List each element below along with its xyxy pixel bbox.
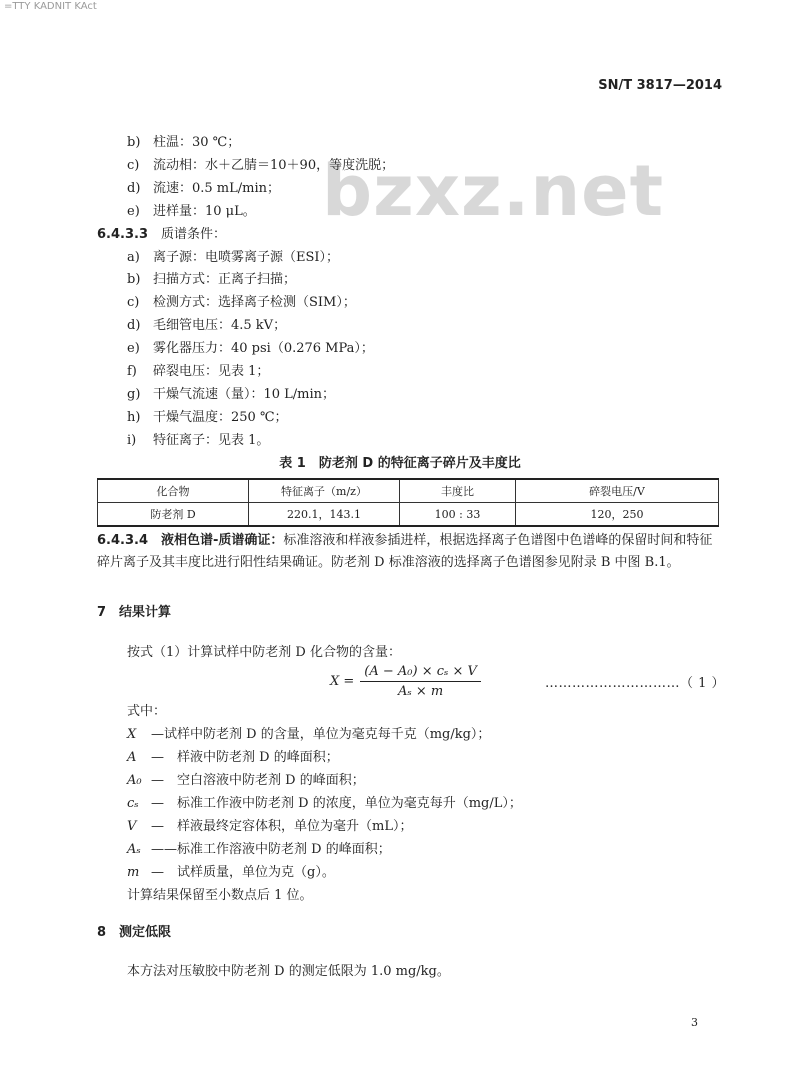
confirm-paragraph (97, 530, 719, 574)
variable-m: m — 试样质量，单位为克（g）。 (127, 865, 335, 880)
page-number: 3 (691, 1016, 698, 1029)
confirm-title: 液相色谱-质谱确证： (161, 533, 284, 548)
section-7-heading: 7 结果计算 (97, 605, 172, 620)
table-header-cell: 化合物 (98, 479, 249, 503)
variable-cs: cₛ — 标准工作液中防老剂 D 的浓度，单位为毫克每升（mg/L）； (127, 796, 522, 811)
section-8-text: 本方法对压敏胶中防老剂 D 的测定低限为 1.0 mg/kg。 (127, 964, 450, 979)
ms-item-a: a) 离子源：电喷雾离子源（ESI）； (127, 250, 340, 265)
confirm-number: 6.4.3.4 (97, 533, 148, 548)
formula-denominator: Aₛ × m (397, 684, 444, 699)
table-cell: 120，250 (516, 503, 719, 527)
table-cell: 100 : 33 (400, 503, 516, 527)
ms-item-c: c) 检测方式：选择离子检测（SIM）； (127, 295, 356, 310)
table-header-cell: 特征离子（m/z） (249, 479, 400, 503)
table-cell: 防老剂 D (98, 503, 249, 527)
lc-item-b: b) 柱温：30 ℃； (127, 135, 241, 150)
lc-item-d: d) 流速：0.5 mL/min； (127, 181, 281, 196)
table-header-row (98, 479, 719, 503)
table-cell: 220.1，143.1 (249, 503, 400, 527)
variable-a0: A₀ — 空白溶液中防老剂 D 的峰面积； (127, 773, 365, 788)
variable-a: A — 样液中防老剂 D 的峰面积； (127, 750, 339, 765)
precision-note: 计算结果保留至小数点后 1 位。 (127, 888, 313, 903)
corner-text: =TTY KADNIT KAct (4, 1, 97, 12)
confirm-text: 标准溶液和样液参插进样，根据选择离子色谱图中色谱峰的保留时间和特征碎片离子及其丰度比进行阳性结果确证。防老剂 D 标准溶液的选择离子色谱图参见附录 B 中图 B.1。 (97, 533, 713, 570)
table-header-cell: 丰度比 (400, 479, 516, 503)
ms-item-g: g) 干燥气流速（量）：10 L/min； (127, 387, 336, 402)
ms-item-f: f) 碎裂电压：见表 1； (127, 364, 270, 379)
variable-as: Aₛ ——标准工作溶液中防老剂 D 的峰面积； (127, 842, 391, 857)
ms-item-b: b) 扫描方式：正离子扫描； (127, 272, 297, 287)
section-8-heading: 8 测定低限 (97, 925, 172, 940)
formula (330, 664, 481, 699)
ms-section-heading: 6.4.3.3 质谱条件： (97, 227, 227, 242)
equation-number: …………………………（ 1 ） (545, 676, 726, 691)
where-label: 式中： (127, 704, 167, 719)
lc-item-c: c) 流动相：水＋乙腈＝10＋90，等度洗脱； (127, 158, 395, 173)
variable-v: V — 样液最终定容体积，单位为毫升（mL）； (127, 819, 413, 834)
ms-item-h: h) 干燥气温度：250 ℃； (127, 410, 288, 425)
standard-number: SN/T 3817—2014 (598, 78, 722, 93)
ms-item-i: i) 特征离子：见表 1。 (127, 433, 270, 448)
formula-left: X = (330, 674, 355, 689)
formula-numerator: (A − A₀) × cₛ × V (360, 664, 481, 682)
table-caption: 表 1 防老剂 D 的特征离子碎片及丰度比 (279, 456, 521, 471)
ms-item-d: d) 毛细管电压：4.5 kV； (127, 318, 287, 333)
watermark: bzxz.net (322, 150, 665, 232)
formula-intro: 按式（1）计算试样中防老剂 D 化合物的含量： (127, 645, 401, 660)
table-1 (97, 478, 719, 527)
variable-x: X —试样中防老剂 D 的含量，单位为毫克每千克（mg/kg）； (127, 727, 491, 742)
table-header-cell: 碎裂电压/V (516, 479, 719, 503)
table-row (98, 503, 719, 527)
lc-item-e: e) 进样量：10 μL。 (127, 204, 256, 219)
ms-item-e: e) 雾化器压力：40 psi（0.276 MPa）； (127, 341, 374, 356)
